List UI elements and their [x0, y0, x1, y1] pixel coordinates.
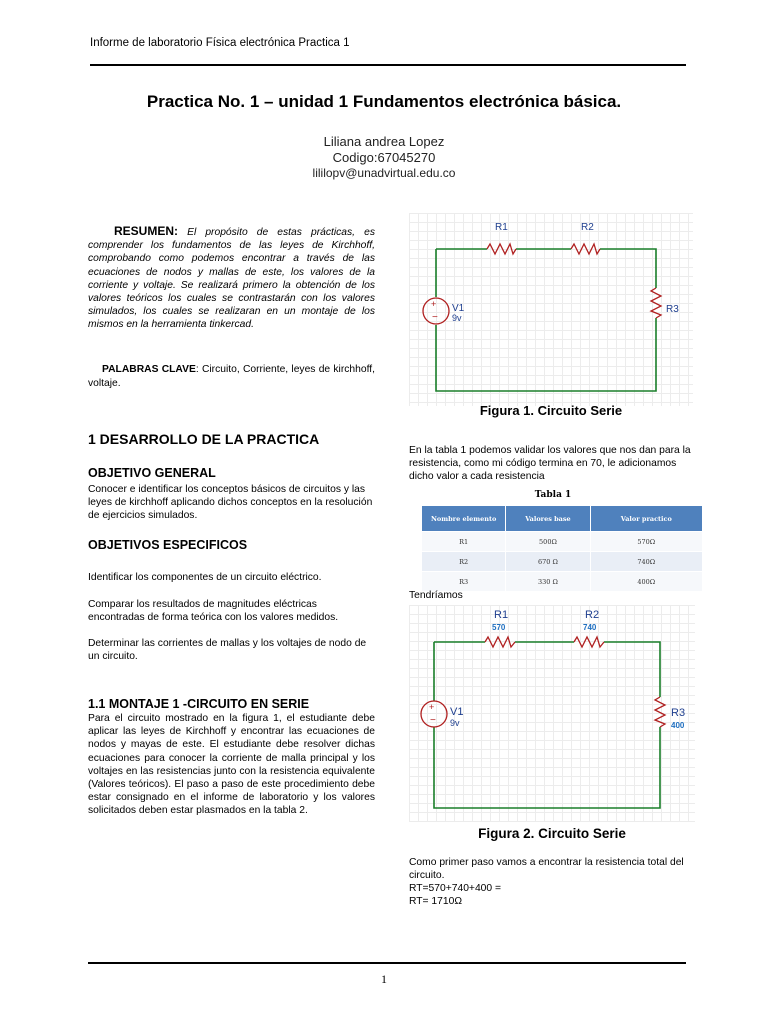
header-rule: [90, 64, 686, 66]
table-cell: R2: [422, 552, 506, 572]
circuit-diagram-1: [409, 213, 693, 406]
table-cell: R3: [422, 572, 506, 592]
keywords-label: PALABRAS CLAVE: [102, 364, 196, 375]
tabla-intro: En la tabla 1 podemos validar los valores que nos dan para la resistencia, como mi código termina en 70, le adicionamos dicho valor a cada resistencia: [409, 445, 691, 483]
label-r2-value: 740: [583, 623, 597, 632]
objetivo-item: Identificar los componentes de un circuito eléctrico.: [88, 572, 322, 583]
svg-text:−: −: [432, 312, 438, 323]
label-v1-value: 9v: [450, 718, 460, 728]
section-heading: 1 DESARROLLO DE LA PRACTICA: [88, 431, 320, 447]
figure-2-caption: Figura 2. Circuito Serie: [478, 826, 626, 841]
resistor-r3: [655, 697, 665, 727]
circuit-diagram-2: [409, 605, 695, 822]
objetivo-item: Determinar las corrientes de mallas y los voltajes de nodo de un circuito.: [88, 638, 367, 663]
keywords: [88, 363, 375, 391]
objetivo-general-text: Conocer e identificar los conceptos básicos de circuitos y las leyes de kirchhoff aplicando dichos conceptos en la resolución de ejercicios simulados.: [88, 484, 373, 522]
resistor-r2: [571, 244, 600, 254]
table-header: Valores base: [506, 506, 590, 532]
resistor-r3: [651, 288, 661, 318]
table-cell: 330 Ω: [506, 572, 590, 592]
table-header: Valor practico: [590, 506, 702, 532]
label-v1: V1: [452, 303, 465, 314]
author-code: Codigo:67045270: [332, 150, 436, 165]
label-r1-value: 570: [492, 623, 506, 632]
label-v1-value: 9v: [452, 313, 462, 323]
label-r3-value: 400: [671, 721, 685, 730]
label-r3: R3: [671, 707, 686, 719]
calculo-line-1: RT=570+740+400 =: [409, 883, 501, 894]
objetivo-item: Comparar los resultados de magnitudes eléctricas encontradas de forma teórica con los valores medidos.: [88, 599, 339, 624]
abstract: [88, 225, 375, 332]
table-cell: 740Ω: [590, 552, 702, 572]
montaje-heading: 1.1 MONTAJE 1 -CIRCUITO EN SERIE: [88, 697, 310, 711]
author-email: lililopv@unadvirtual.edu.co: [312, 166, 456, 180]
table-cell: 400Ω: [590, 572, 702, 592]
figure-2: [409, 605, 695, 822]
abstract-label: RESUMEN:: [114, 224, 179, 238]
objetivos-especificos-heading: OBJETIVOS ESPECIFICOS: [88, 538, 248, 552]
table-cell: R1: [422, 532, 506, 552]
table-row: [422, 552, 703, 572]
resistor-r1: [485, 637, 515, 647]
tendriamos-text: Tendríamos: [409, 590, 463, 601]
running-header: Informe de laboratorio Física electrónica Practica 1: [90, 37, 350, 49]
table-cell: 500Ω: [506, 532, 590, 552]
footer-rule: [88, 962, 686, 964]
resistor-r2: [574, 637, 604, 647]
table-cell: 570Ω: [590, 532, 702, 552]
table-row: [422, 532, 703, 552]
label-r2: R2: [585, 609, 600, 621]
figure-1-caption: Figura 1. Circuito Serie: [479, 403, 623, 418]
table-cell: 670 Ω: [506, 552, 590, 572]
montaje-text: Para el circuito mostrado en la figura 1, el estudiante debe aplicar las leyes de Kirchhoff y encontrar las ecuaciones de nodos y mayas de este. El estudiante debe resolver dichas ecuaciones para conocer la corriente de malla principal y los voltajes en las resistencias junto con la resistencia equivalente (Valores teóricos). El paso a paso de este procedimiento debe estar consignado en el informe de laboratorio y los valores solicitados deben estar plasmados en la tabla 2.: [88, 713, 375, 817]
page-title: Practica No. 1 – unidad 1 Fundamentos electrónica básica.: [146, 92, 622, 111]
table-header: Nombre elemento: [422, 506, 506, 532]
svg-text:+: +: [431, 299, 437, 309]
label-r3: R3: [666, 304, 679, 315]
keywords-text: : Circuito, Corriente, leyes de kirchhoff, voltaje.: [88, 364, 375, 389]
resistor-r1: [487, 244, 516, 254]
svg-text:+: +: [429, 702, 435, 712]
label-r1: R1: [494, 609, 509, 621]
objetivo-general-heading: OBJETIVO GENERAL: [88, 466, 216, 480]
figure-1: [409, 213, 693, 406]
label-v1: V1: [450, 706, 464, 718]
table-title: Tabla 1: [534, 490, 572, 500]
page-number: 1: [381, 972, 387, 986]
abstract-text: El propósito de estas prácticas, es comprender los fundamentos de las leyes de Kirchhoff, comprobando como podemos encontrar a través de las ecuaciones de nodos y mallas de este, los valores de la corriente y voltaje. Se realizará primero la obtención de los valores teóricos los cuales se contrastarán con los valores simulados, los cuales se realizaran en un montaje de los mismos en la herramienta tinkercad.: [88, 227, 375, 331]
author-name: Liliana andrea Lopez: [323, 134, 445, 149]
label-r1: R1: [495, 222, 508, 233]
resistance-table: [421, 505, 703, 592]
calculo-text: Como primer paso vamos a encontrar la resistencia total del circuito.: [409, 857, 684, 882]
label-r2: R2: [581, 222, 594, 233]
calculo-line-2: RT= 1710Ω: [409, 896, 463, 907]
svg-text:−: −: [430, 715, 436, 726]
